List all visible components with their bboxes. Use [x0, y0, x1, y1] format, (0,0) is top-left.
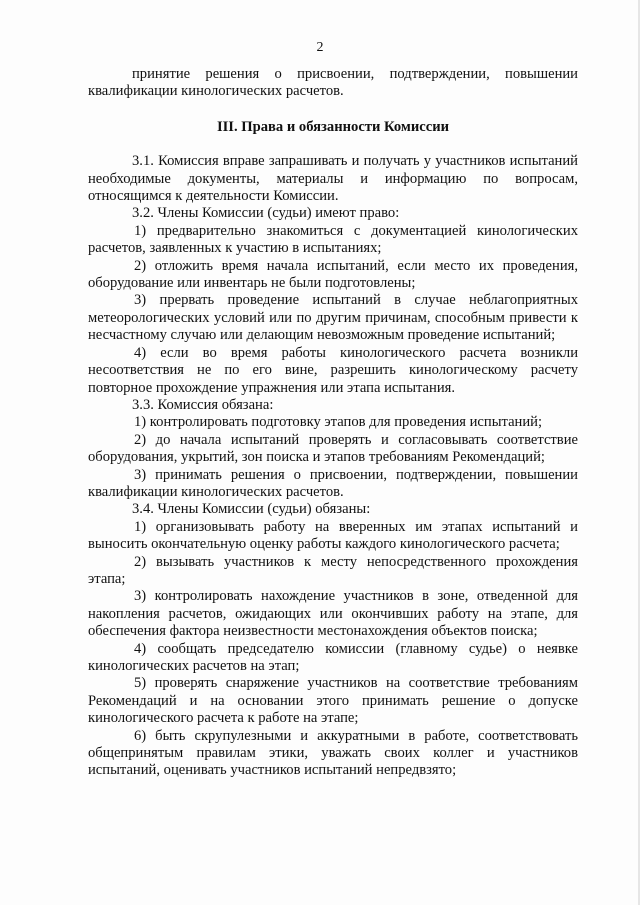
list-item-3-3-2: 2) до начала испытаний проверять и согласовывать соответствие оборудования, укрытий, зон поиска и этапов требованиям Рекомендаций;	[88, 431, 578, 466]
list-item-3-4-5: 5) проверять снаряжение участников на соответствие требованиям Рекомендаций и на основании этого принимать решение о допуске кинологического расчета к работе на этапе;	[88, 675, 578, 727]
list-item-3-4-2: 2) вызывать участников к месту непосредственного прохождения этапа;	[88, 553, 578, 587]
document-body	[88, 66, 578, 780]
list-item-3-4-1: 1) организовывать работу на вверенных им этапах испытаний и выносить окончательную оценку работы каждого кинологического расчета;	[88, 518, 578, 553]
list-item-3-4-3: 3) контролировать нахождение участников в зоне, отведенной для накопления расчетов, ожидающих или окончивших работу на этапе, для обеспечения фактора неизвестности местонахождения объектов поиска;	[88, 588, 578, 640]
list-item-3-4-6: 6) быть скрупулезными и аккуратными в работе, соответствовать общепринятым правилам этики, уважать своих коллег и участников испытаний, оценивать участников испытаний непредвзято;	[88, 727, 578, 779]
paragraph-3-3: 3.3. Комиссия обязана:	[132, 396, 274, 413]
list-item-3-3-1: 1) контролировать подготовку этапов для проведения испытаний;	[134, 414, 543, 431]
page-number: 2	[316, 40, 324, 55]
paragraph-3-2: 3.2. Члены Комиссии (судьи) имеют право:	[132, 205, 400, 222]
list-item-3-2-1: 1) предварительно знакомиться с документацией кинологических расчетов, заявленных к участию в испытаниях;	[88, 222, 578, 257]
list-item-3-4-4: 4) сообщать председателю комиссии (главному судье) о неявке кинологических расчетов на этап;	[88, 640, 578, 674]
intro-continuation: принятие решения о присвоении, подтверждении, повышении квалификации кинологических расчетов.	[88, 66, 578, 100]
list-item-3-2-2: 2) отложить время начала испытаний, если место их проведения, оборудование или инвентарь не были подготовлены;	[88, 257, 578, 292]
list-item-3-2-3: 3) прервать проведение испытаний в случае неблагоприятных метеорологических условий или по другим причинам, способным привести к несчастному случаю или делающим невозможным проведение испытаний;	[88, 292, 578, 344]
section-heading: III. Права и обязанности Комиссии	[216, 118, 450, 135]
list-item-3-3-3: 3) принимать решения о присвоении, подтверждении, повышении квалификации кинологических расчетов.	[88, 466, 578, 500]
paragraph-3-1: 3.1. Комиссия вправе запрашивать и получать у участников испытаний необходимые документы, материалы и информацию по вопросам, относящимся к деятельности Комиссии.	[88, 153, 578, 205]
list-item-3-2-4: 4) если во время работы кинологического расчета возникли несоответствия не по его вине, разрешить кинологическому расчету повторное прохождение упражнения или этапа испытания.	[88, 344, 578, 396]
paragraph-3-4: 3.4. Члены Комиссии (судьи) обязаны:	[132, 501, 371, 518]
